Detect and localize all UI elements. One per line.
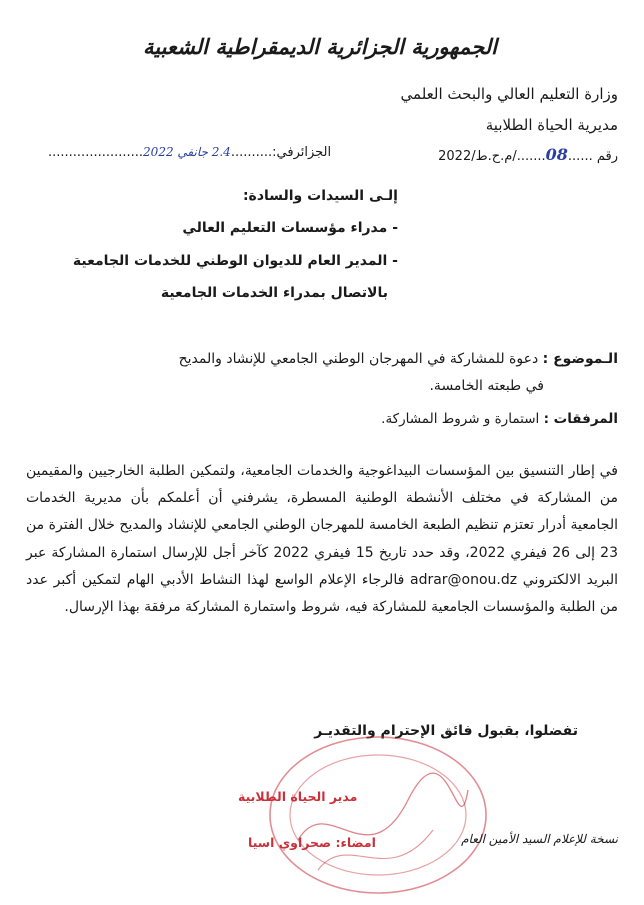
attachments-text: استمارة و شروط المشاركة. bbox=[381, 411, 540, 427]
ref-prefix: رقم ...... bbox=[567, 149, 618, 164]
subject-continuation: في طبعته الخامسة. bbox=[429, 378, 544, 394]
date-handwritten: 2.4 جانفي 2022 bbox=[143, 145, 231, 159]
official-stamp-icon bbox=[258, 730, 498, 900]
addressee-line-3: بالاتصال بمدراء الخدمات الجامعية bbox=[160, 285, 388, 301]
date-dots: ....................... bbox=[48, 145, 144, 160]
signature-name: امضاء: صحراوي اسيا bbox=[248, 835, 376, 850]
date-prefix: الجزائرفي:.......... bbox=[230, 145, 332, 160]
body-text bbox=[26, 458, 618, 621]
date-line bbox=[48, 145, 331, 160]
directorate-name: مديرية الحياة الطلابية bbox=[485, 116, 618, 134]
subject-text: دعوة للمشاركة في المهرجان الوطني الجامعي للإنشاد والمديح bbox=[178, 351, 539, 367]
copy-note: نسخة للإعلام السيد الأمين العام bbox=[461, 832, 618, 846]
attachments-label: المرفقات : bbox=[543, 411, 618, 427]
attachments-line bbox=[381, 411, 618, 427]
republic-heading: الجمهورية الجزائرية الديمقراطية الشعبية bbox=[142, 34, 497, 59]
addressee-line-2: - المدير العام للديوان الوطني للخدمات الجامعية bbox=[72, 253, 398, 269]
body-paragraph: في إطار التنسيق بين المؤسسات البيداغوجية والخدمات الجامعية، ولتمكين الطلبة الخارجيين والمقيمين من المشاركة في مختلف الأنشطة الوطنية المسطرة، يشرفني أن أعلمكم بأن مديرية الخدمات الجامعية أدرار تعتزم تنظيم الطبعة الخامسة للمهرجان الوطني الجامعي للإنشاد والمديح خلال الفترة من 23 إلى 26 فيفري 2022، وقد حدد تاريخ 15 فيفري 2022 كآخر أجل للإرسال استمارة المشاركة عبر البريد الالكتروني adrar@onou.dz فالرجاء الإعلام الواسع لهذا النشاط الأدبي الهام لتمكين أكبر عدد من الطلبة والمؤسسات الجامعية للمشاركة فيه، شروط واستمارة المشاركة مرفقة بهذا الإرسال. bbox=[26, 463, 618, 616]
addressee-line-1: - مدراء مؤسسات التعليم العالي bbox=[182, 220, 398, 236]
subject-block bbox=[18, 346, 618, 400]
subject-label: الـموضوع : bbox=[542, 351, 618, 367]
ref-number-handwritten: 08 bbox=[545, 145, 568, 164]
reference-number bbox=[438, 145, 618, 164]
addressees-title: إلـى السيدات والسادة: bbox=[242, 188, 398, 204]
ref-suffix: ......./م.ح.ط/2022 bbox=[438, 149, 546, 164]
closing-formula: تفضلوا، بقبول فائق الإحترام والتقديـر bbox=[314, 723, 578, 739]
signature-title: مدير الحياة الطلابية bbox=[238, 789, 358, 804]
ministry-name: وزارة التعليم العالي والبحث العلمي bbox=[400, 85, 618, 103]
